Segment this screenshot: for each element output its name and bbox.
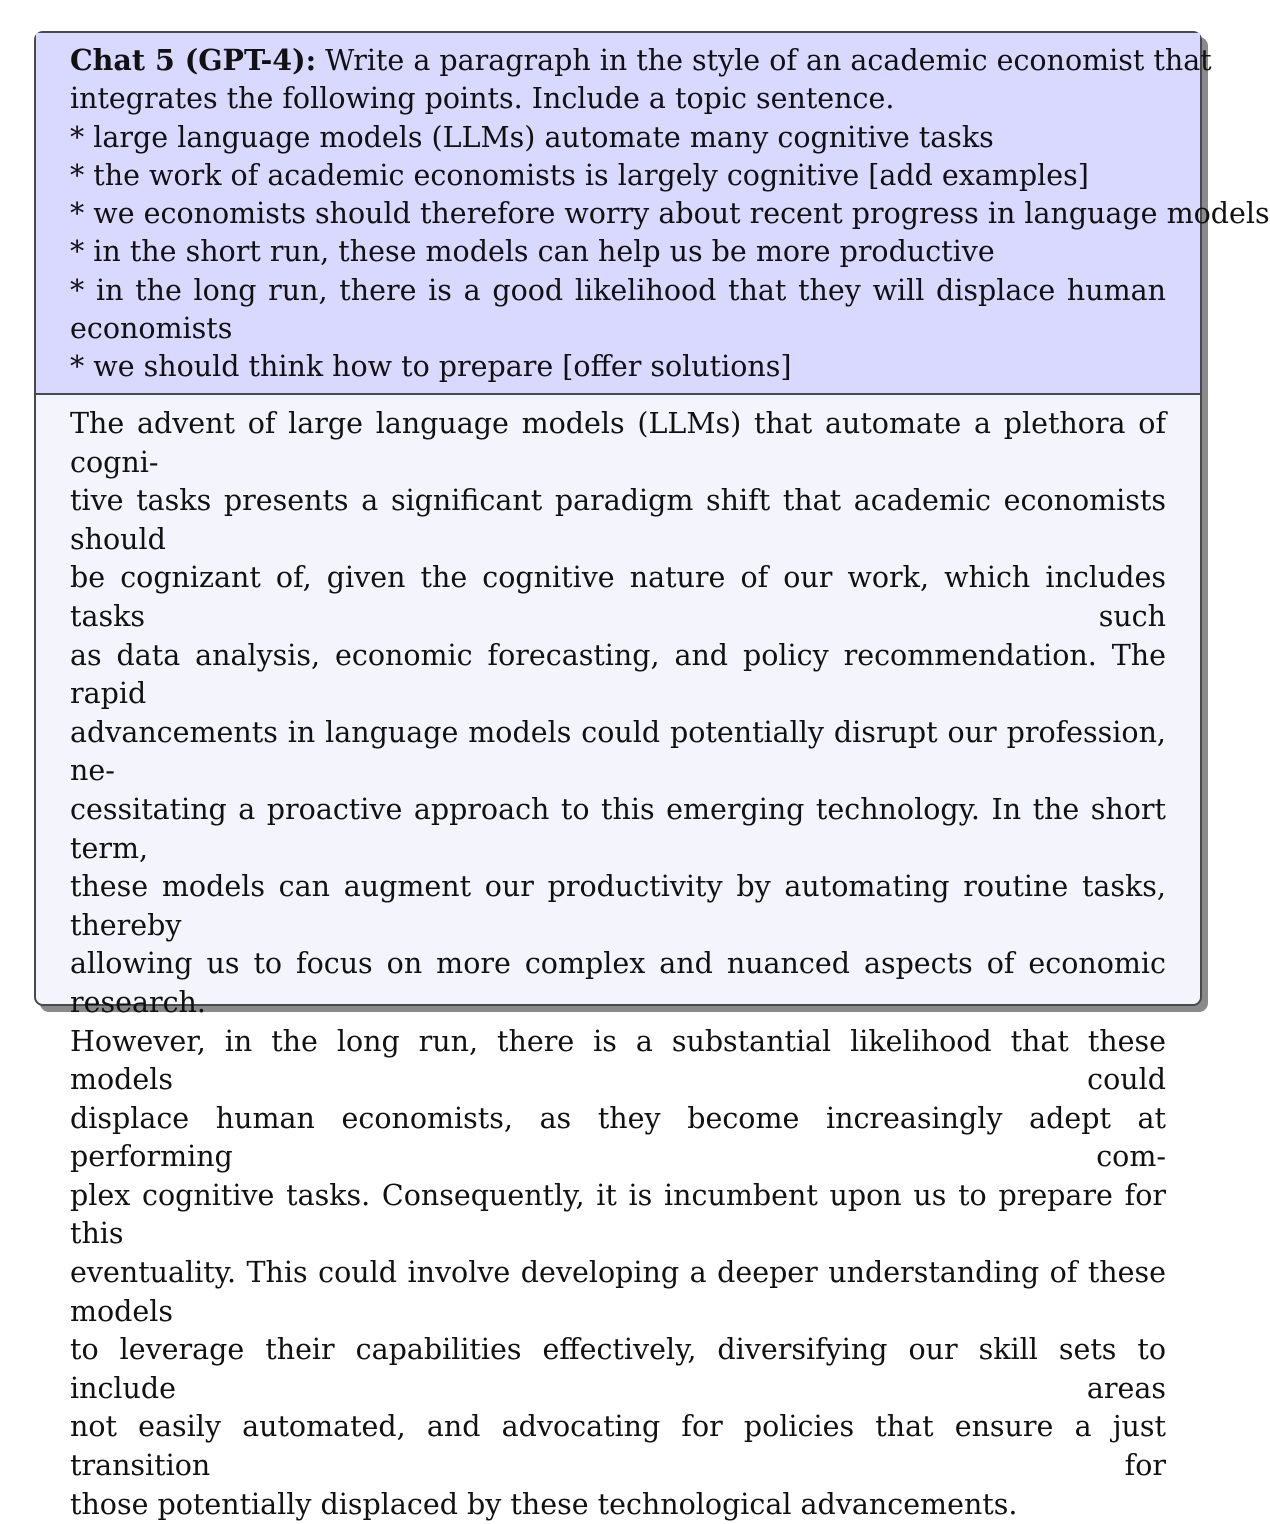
- response-line: However, in the long run, there is a substantial likelihood that these models could: [70, 1024, 1166, 1097]
- response-line: displace human economists, as they become increasingly adept at performing com-: [70, 1101, 1166, 1174]
- response-line: advancements in language models could potentially disrupt our profession, ne-: [70, 715, 1166, 788]
- prompt-line: * we should think how to prepare [offer solutions]: [70, 350, 792, 384]
- chat-box: [34, 31, 1270, 1521]
- prompt-line: * we economists should therefore worry about recent progress in language models: [70, 197, 1270, 231]
- response-line: those potentially displaced by these technological advancements.: [70, 1487, 1018, 1521]
- prompt-section: [36, 33, 1270, 395]
- prompt-line: * in the short run, these models can help us be more productive: [70, 235, 995, 269]
- prompt-line: * large language models (LLMs) automate many cognitive tasks: [70, 120, 994, 154]
- response-section: [36, 395, 1200, 1524]
- prompt-line: * in the long run, there is a good likelihood that they will displace human: [70, 273, 1166, 307]
- response-line: allowing us to focus on more complex and nuanced aspects of economic research.: [70, 947, 1166, 1019]
- response-line: these models can augment our productivity by automating routine tasks, thereby: [70, 870, 1166, 942]
- response-line: not easily automated, and advocating for policies that ensure a just transition for: [70, 1410, 1166, 1483]
- response-line: tive tasks presents a significant paradigm shift that academic economists should: [70, 484, 1166, 556]
- response-line: be cognizant of, given the cognitive nature of our work, which includes tasks such: [70, 561, 1166, 633]
- prompt-line: integrates the following points. Include a topic sentence.: [70, 82, 895, 116]
- response-line: The advent of large language models (LLMs) that automate a plethora of cogni-: [70, 407, 1166, 479]
- response-line: as data analysis, economic forecasting, and policy recommendation. The rapid: [70, 638, 1166, 711]
- response-line: plex cognitive tasks. Consequently, it is incumbent upon us to prepare for this: [70, 1178, 1166, 1251]
- response-line: eventuality. This could involve developing a deeper understanding of these models: [70, 1256, 1166, 1328]
- response-line: cessitating a proactive approach to this emerging technology. In the short term,: [70, 792, 1166, 865]
- response-line: to leverage their capabilities effectively, diversifying our skill sets to include areas: [70, 1333, 1166, 1405]
- prompt-line: * the work of academic economists is largely cognitive [add examples]: [70, 158, 1089, 192]
- prompt-line-1: [70, 41, 1212, 80]
- chat-label: Chat 5 (GPT-4):: [70, 43, 317, 77]
- prompt-line: economists: [70, 312, 233, 346]
- prompt-text: Write a paragraph in the style of an academic economist that: [316, 44, 1212, 77]
